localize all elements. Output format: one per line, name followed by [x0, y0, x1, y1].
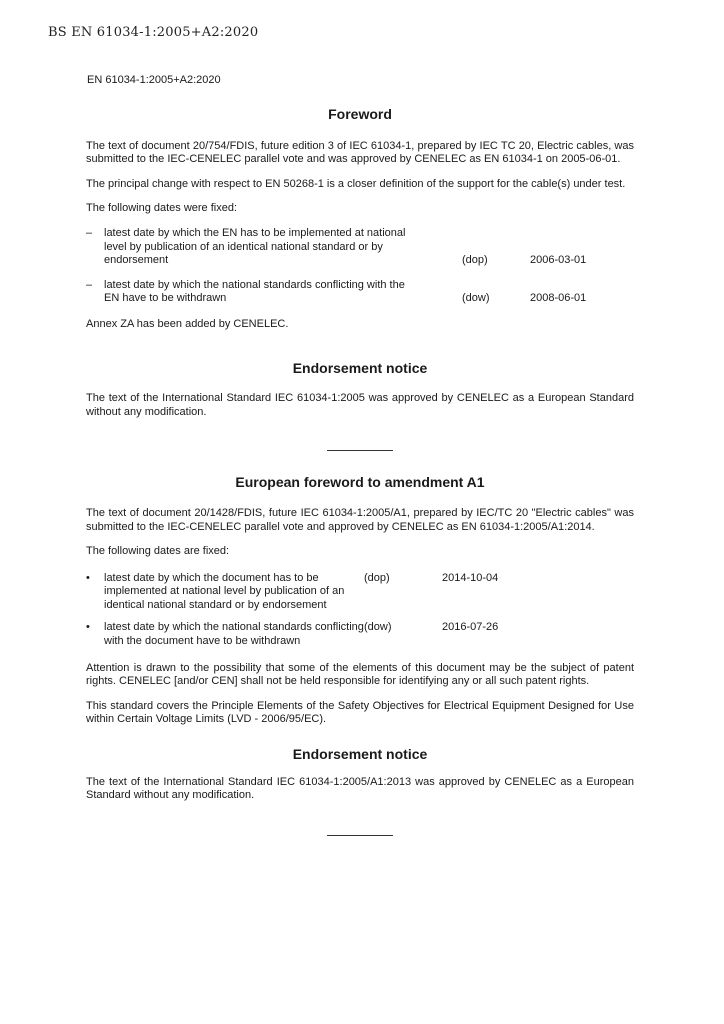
date-entry-date: 2016-07-26: [442, 621, 499, 634]
dash-marker: –: [86, 226, 93, 239]
document-identifier: EN 61034-1:2005+A2:2020: [87, 74, 221, 86]
foreword-paragraph: The principal change with respect to EN 50268-1 is a closer definition of the support for the cable(s) under test.: [86, 177, 626, 190]
foreword-heading: Foreword: [328, 106, 392, 122]
amendment-paragraph: This standard covers the Principle Elements of the Safety Objectives for Electrical Equipment Designed for Use within Certain Voltage Limits (LVD - 2006/95/EC).: [86, 699, 634, 726]
amendment-paragraph: The text of document 20/1428/FDIS, future IEC 61034-1:2005/A1, prepared by IEC/TC 20 "Electric cables" was submitted to the IEC-CENELEC parallel vote and approved by CENELEC as EN 61034-1:2005/A1:2014.: [86, 506, 634, 533]
date-entry-text: latest date by which the document has to be implemented at national level by publication of an identical national standard or by endorsement: [104, 571, 345, 611]
date-entry-text: latest date by which the national standards conflicting with the document have to be withdrawn: [104, 621, 364, 648]
amendment-a1-heading: European foreword to amendment A1: [235, 474, 485, 491]
date-entry-code: (dop): [364, 571, 390, 584]
date-entry-date: 2008-06-01: [530, 292, 587, 305]
endorsement-paragraph: The text of the International Standard IEC 61034-1:2005 was approved by CENELEC as a European Standard without any modification.: [86, 392, 634, 418]
date-entry-date: 2014-10-04: [442, 571, 499, 584]
endorsement-notice-heading: Endorsement notice: [292, 359, 428, 376]
bullet-marker: •: [86, 621, 90, 634]
date-entry-dow: [86, 279, 634, 306]
date-entry-text: latest date by which the national standards conflicting with the EN have to be withdrawn: [104, 278, 405, 305]
date-entry-code: (dow): [364, 621, 392, 634]
date-entry-code: (dop): [462, 254, 488, 267]
dash-marker: –: [86, 278, 93, 291]
bullet-marker: •: [86, 571, 90, 584]
amendment-paragraph: Attention is drawn to the possibility that some of the elements of this document may be the subject of patent rights. CENELEC [and/or CEN] shall not be held responsible for identifying any or all such patent rights.: [86, 661, 634, 688]
date-entry-date: 2006-03-01: [530, 254, 587, 267]
date-entry-dow: [86, 621, 634, 648]
foreword-paragraph: The text of document 20/754/FDIS, future edition 3 of IEC 61034-1, prepared by IEC TC 20, Electric cables, was submitted to the IEC-CENELEC parallel vote and was approved by CENELEC as EN 61034-1 on 2005-06-01.: [86, 139, 634, 166]
section-separator: [327, 450, 393, 451]
date-entry-dop: [86, 572, 634, 613]
foreword-paragraph: The following dates were fixed:: [86, 202, 238, 215]
date-entry-code: (dow): [462, 292, 490, 305]
section-separator: [327, 835, 393, 836]
page-content: [86, 108, 634, 836]
endorsement-notice-heading: Endorsement notice: [292, 746, 428, 763]
date-entry-dop: [86, 227, 634, 268]
amendment-paragraph: The following dates are fixed:: [86, 545, 230, 558]
running-header: BS EN 61034-1:2005+A2:2020: [48, 25, 259, 40]
foreword-paragraph: Annex ZA has been added by CENELEC.: [86, 317, 289, 330]
date-entry-text: latest date by which the EN has to be implemented at national level by publication of an identical national standard or by endorsement: [104, 226, 406, 267]
endorsement-paragraph: The text of the International Standard IEC 61034-1:2005/A1:2013 was approved by CENELEC as a European Standard without any modification.: [86, 775, 634, 802]
